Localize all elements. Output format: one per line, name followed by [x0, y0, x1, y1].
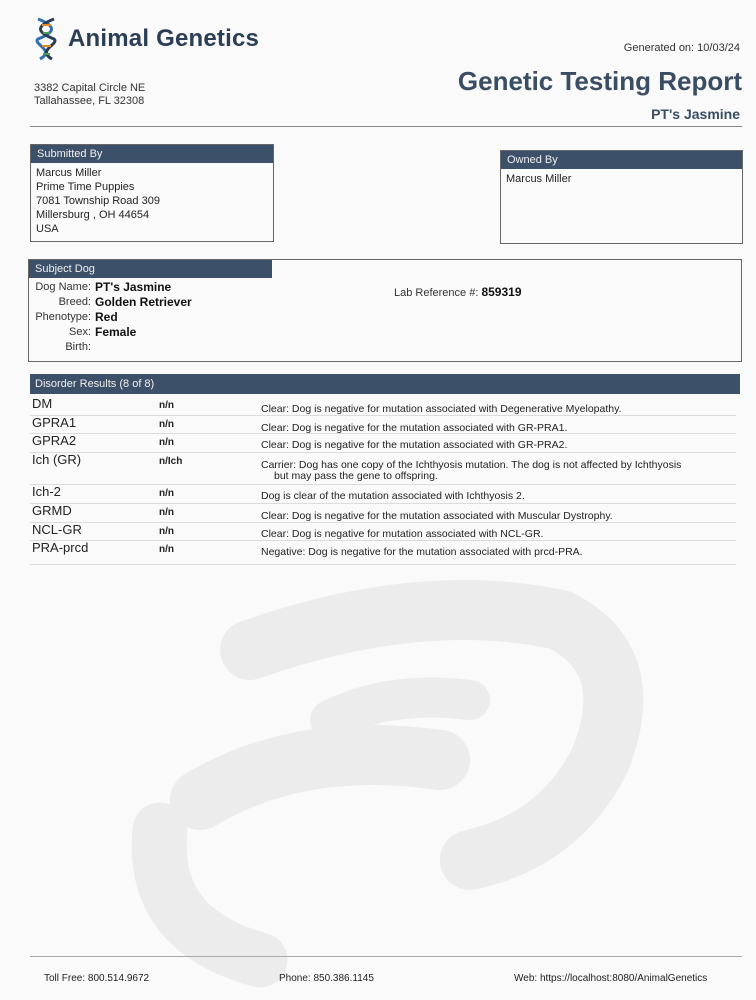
result-line: Carrier: Dog has one copy of the Ichthyosis mutation. The dog is not affected by Ichthyosis [261, 459, 682, 471]
field-value: Red [95, 310, 118, 324]
result-text: Clear: Dog is negative for the mutation associated with Muscular Dystrophy. [261, 510, 613, 522]
disorder-name: PRA-prcd [32, 540, 89, 555]
dog-title: PT's Jasmine [651, 106, 740, 122]
brand-logo [34, 16, 259, 62]
website-url: Web: https://localhost:8080/AnimalGenetics [514, 973, 708, 984]
genotype: n/n [159, 488, 174, 499]
footer-divider [30, 956, 742, 957]
field-value: PT's Jasmine [95, 280, 172, 294]
field-label: Sex: [68, 326, 91, 338]
submitted-by-box [30, 144, 274, 242]
field-value: Female [95, 325, 137, 339]
address-line: 3382 Capital Circle NE [34, 82, 146, 94]
subject-field [29, 280, 741, 295]
result-text: Clear: Dog is negative for the mutation associated with GR-PRA2. [261, 439, 568, 451]
lab-reference [394, 285, 522, 299]
result-text: Clear: Dog is negative for mutation associated with NCL-GR. [261, 528, 544, 540]
header-divider [30, 126, 742, 127]
table-row [30, 396, 736, 416]
address-line: Tallahassee, FL 32308 [34, 95, 145, 107]
genotype: n/n [159, 419, 174, 430]
lab-reference-value: 859319 [481, 285, 522, 299]
submitter-line: Marcus Miller [36, 167, 102, 179]
submitter-line: USA [36, 223, 59, 235]
report-title: Genetic Testing Report [457, 66, 742, 96]
genotype: n/Ich [159, 456, 183, 467]
disorder-name: DM [32, 396, 53, 411]
genotype: n/n [159, 544, 174, 555]
dna-helix-icon [34, 16, 60, 62]
genotype: n/n [159, 437, 174, 448]
result-text: Clear: Dog is negative for the mutation associated with GR-PRA1. [261, 422, 568, 434]
disorder-name: GPRA2 [32, 433, 77, 448]
owned-by-heading: Owned By [501, 151, 742, 169]
phone-number: Phone: 850.386.1145 [279, 973, 374, 984]
field-label: Birth: [65, 341, 91, 353]
disorder-name: GRMD [32, 503, 72, 518]
genotype: n/n [159, 526, 174, 537]
subject-field [29, 310, 741, 325]
subject-dog-heading: Subject Dog [29, 260, 272, 278]
result-text: Negative: Dog is negative for the mutation associated with prcd-PRA. [261, 546, 583, 558]
disorder-name: Ich-2 [32, 484, 61, 499]
brand-name: Animal Genetics [68, 25, 260, 52]
field-value: Golden Retriever [95, 295, 192, 309]
subject-field [29, 325, 741, 340]
genotype: n/n [159, 507, 174, 518]
owner-name: Marcus Miller [506, 173, 572, 185]
table-row [30, 452, 736, 485]
disorder-name: NCL-GR [32, 522, 82, 537]
submitter-line: Millersburg , OH 44654 [36, 209, 150, 221]
disorder-name: GPRA1 [32, 415, 77, 430]
result-text [261, 460, 731, 482]
submitted-by-heading: Submitted By [31, 145, 273, 163]
table-row [30, 433, 736, 453]
submitter-line: Prime Time Puppies [36, 181, 135, 193]
result-line: but may pass the gene to offspring. [274, 470, 438, 482]
subject-dog-box [28, 259, 742, 362]
result-text: Clear: Dog is negative for mutation associated with Degenerative Myelopathy. [261, 403, 622, 415]
toll-free-number: Toll Free: 800.514.9672 [44, 973, 150, 984]
result-text: Dog is clear of the mutation associated with Ichthyosis 2. [261, 490, 525, 502]
genotype: n/n [159, 400, 174, 411]
subject-field [29, 340, 741, 355]
table-row [30, 484, 736, 504]
field-label: Dog Name: [35, 281, 91, 293]
disorder-name: Ich (GR) [32, 452, 82, 467]
disorder-results-heading: Disorder Results (8 of 8) [30, 374, 740, 394]
table-row [30, 503, 736, 523]
submitter-line: 7081 Township Road 309 [36, 195, 160, 207]
subject-field [29, 295, 741, 310]
field-label: Breed: [58, 296, 91, 308]
lab-address [34, 82, 145, 108]
table-row [30, 522, 736, 541]
table-row [30, 415, 736, 434]
field-label: Phenotype: [35, 311, 91, 323]
owned-by-box [500, 150, 743, 244]
generated-date: Generated on: 10/03/24 [623, 42, 740, 54]
table-row [30, 540, 736, 565]
lab-reference-label: Lab Reference #: [394, 287, 479, 299]
